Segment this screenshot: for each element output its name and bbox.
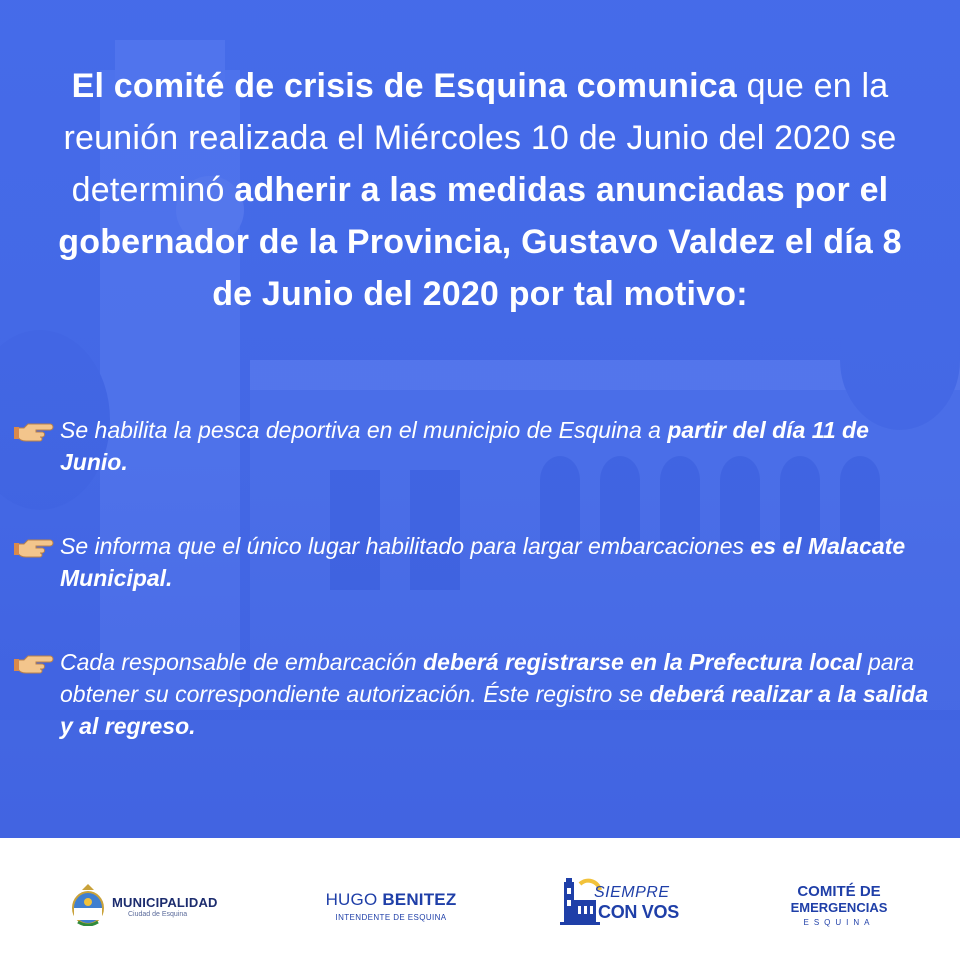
hugo-subtitle: INTENDENTE DE ESQUINA	[335, 913, 447, 922]
bullet-registration-emphasis: deberá registrarse en la Prefectura local	[423, 649, 862, 675]
comite-line3: ESQUINA	[803, 918, 875, 927]
hugo-first-name: HUGO	[325, 890, 378, 909]
bullet-registration	[14, 646, 934, 742]
siempre-con-vos-logo	[558, 872, 688, 928]
bullet-launch-emphasis: es el Malacate Municipal.	[60, 533, 906, 591]
headline-emphasis: adherir a las medidas anunciadas por el gobernador de la Provincia, Gustavo Valdez el día 8 de Junio del 2020 por tal motivo:	[58, 171, 902, 313]
pointing-hand-icon	[14, 652, 54, 674]
headline	[40, 60, 920, 320]
bullet-launch-text: Se informa que el único lugar habilitado para largar embarcaciones	[60, 533, 751, 559]
bullet-fishing	[14, 414, 934, 478]
siempre-line1: SIEMPRE	[594, 884, 670, 901]
bullet-fishing-emphasis: partir del día 11 de Junio.	[60, 417, 869, 475]
headline-middle: que en la reunión realizada el Miércoles 10 de Junio del 2020 se determinó	[63, 67, 897, 209]
comite-line2: EMERGENCIAS	[790, 900, 888, 915]
municipalidad-subtitle: Ciudad de Esquina	[128, 911, 188, 918]
bullet-registration-text: Cada responsable de embarcación	[60, 649, 424, 675]
bullet-fishing-text: Se habilita la pesca deportiva en el municipio de Esquina a	[60, 417, 668, 443]
pointing-hand-icon	[14, 420, 54, 442]
provincial-seal-icon	[70, 882, 106, 926]
hugo-benitez-logo	[316, 890, 466, 930]
headline-lead: El comité de crisis de Esquina comunica	[71, 67, 737, 105]
pointing-hand-icon	[14, 536, 54, 558]
municipalidad-title: MUNICIPALIDAD	[112, 895, 218, 910]
bullet-launch-site	[14, 530, 934, 594]
hugo-last-name: BENITEZ	[382, 890, 457, 909]
bullet-registration-text-2: para obtener su correspondiente autorización. Éste registro se	[60, 649, 915, 707]
bullet-registration-emphasis-2: deberá realizar a la salida y al regreso.	[60, 681, 929, 739]
comite-emergencias-logo	[780, 884, 898, 940]
municipalidad-logo	[70, 880, 230, 930]
siempre-line2: CON VOS	[598, 902, 679, 922]
comite-line1: COMITÉ DE	[797, 883, 881, 900]
